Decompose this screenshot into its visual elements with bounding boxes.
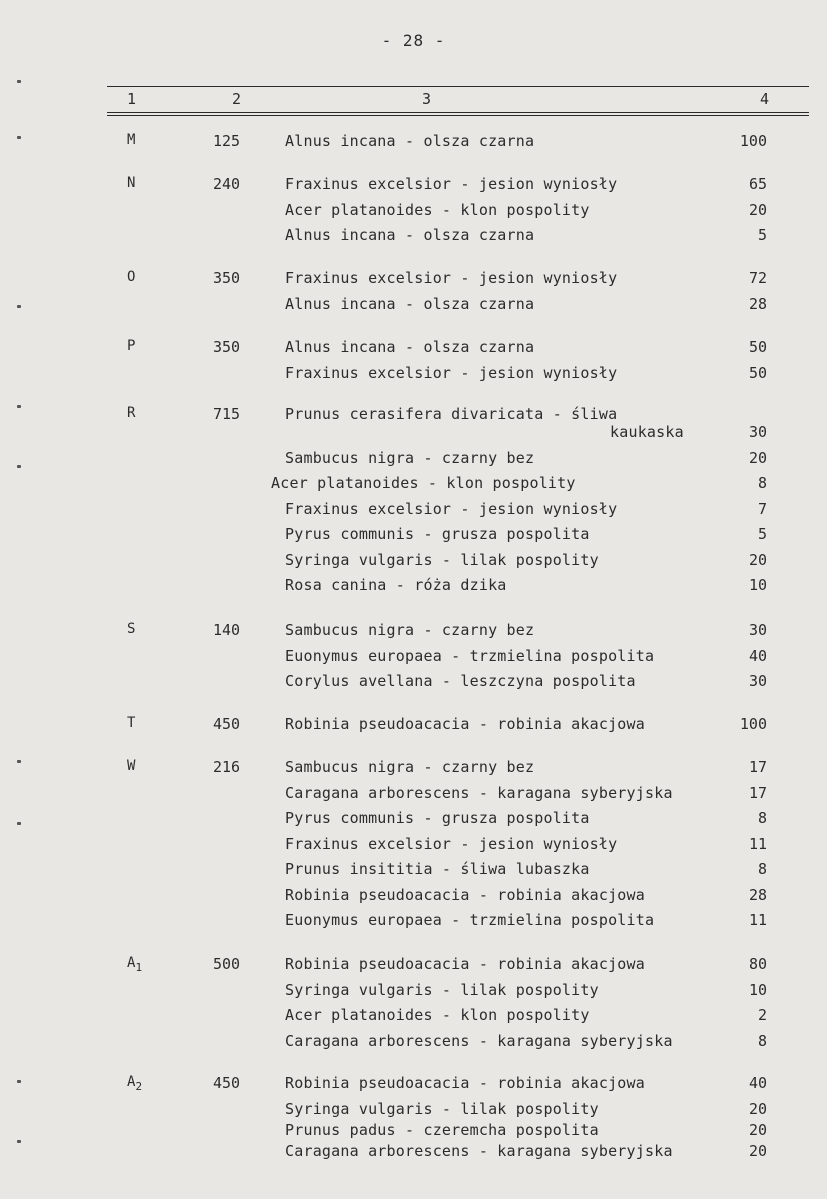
species-name: Acer platanoides - klon pospolity (285, 1006, 590, 1024)
plot-id: S (127, 621, 136, 637)
table-row (0, 758, 827, 784)
table-row (0, 981, 827, 1007)
table-row (0, 201, 827, 227)
table-row (0, 784, 827, 810)
species-name: Alnus incana - olsza czarna (285, 338, 535, 356)
plot-area: 350 (213, 338, 241, 356)
species-name: Fraxinus excelsior - jesion wyniosły (285, 834, 618, 853)
binder-mark (17, 1080, 21, 1083)
species-share: 11 (748, 911, 767, 929)
species-share: 8 (757, 809, 767, 827)
plot-id-subscript: 2 (135, 1080, 143, 1093)
species-name: Caragana arborescens - karagana syberyjska (285, 1141, 673, 1160)
table-row (0, 576, 827, 602)
species-name: Robinia pseudoacacia - robinia akacjowa (285, 715, 645, 733)
plot-area: 140 (213, 621, 241, 639)
binder-mark (17, 822, 21, 825)
table-row (0, 500, 827, 526)
species-share: 100 (739, 132, 767, 150)
species-share: 72 (748, 269, 767, 287)
species-name: Acer platanoides - klon pospolity (271, 474, 576, 492)
species-name: Prunus cerasifera divaricata - śliwa (285, 405, 618, 423)
table-row (0, 1006, 827, 1032)
species-share: 11 (748, 834, 767, 853)
species-name: Robinia pseudoacacia - robinia akacjowa (285, 955, 645, 973)
species-name: Pyrus communis - grusza pospolita (285, 809, 590, 827)
plot-id: $A_1$ (127, 955, 143, 974)
table-row (0, 226, 827, 252)
table-row (0, 809, 827, 835)
species-name: Fraxinus excelsior - jesion wyniosły (285, 269, 618, 287)
species-name: Syringa vulgaris - lilak pospolity (285, 1099, 599, 1118)
header-col-3: 3 (422, 90, 432, 108)
species-name: Robinia pseudoacacia - robinia akacjowa (285, 1074, 645, 1092)
species-share: 5 (757, 525, 767, 543)
binder-mark (17, 405, 21, 408)
header-bottom-rule-double (107, 115, 809, 116)
species-share: 7 (757, 499, 767, 518)
species-share: 40 (748, 646, 767, 665)
species-share: 20 (748, 1141, 767, 1160)
table-row (0, 715, 827, 741)
plot-area: 125 (213, 132, 241, 150)
species-share: 30 (748, 621, 767, 639)
page-number: - 28 - (381, 31, 446, 50)
table-row (0, 551, 827, 577)
binder-mark (17, 1140, 21, 1143)
species-name: Alnus incana - olsza czarna (285, 294, 535, 313)
plot-area: 216 (213, 758, 241, 776)
binder-mark (17, 305, 21, 308)
species-share: 20 (748, 200, 767, 219)
table-row (0, 449, 827, 475)
binder-mark (17, 136, 21, 139)
species-name: Syringa vulgaris - lilak pospolity (285, 980, 599, 999)
header-col-1: 1 (127, 90, 137, 108)
species-share: 20 (748, 1120, 767, 1139)
table-row (0, 525, 827, 551)
species-name: Syringa vulgaris - lilak pospolity (285, 550, 599, 569)
species-name: Euonymus europaea - trzmielina pospolita (285, 646, 655, 665)
plot-id-subscript: 1 (135, 961, 143, 974)
plot-id: P (127, 338, 136, 354)
plot-id: O (127, 269, 136, 285)
species-name: Fraxinus excelsior - jesion wyniosły (285, 363, 618, 382)
table-row (0, 1142, 827, 1168)
binder-mark (17, 465, 21, 468)
species-share: 5 (757, 226, 767, 244)
species-name: Fraxinus excelsior - jesion wyniosły (285, 175, 618, 193)
species-name: Corylus avellana - leszczyna pospolita (285, 672, 636, 690)
table-row (0, 338, 827, 364)
species-name: Caragana arborescens - karagana syberyjska (285, 1031, 673, 1050)
species-name: Alnus incana - olsza czarna (285, 132, 535, 150)
species-name: Prunus padus - czeremcha pospolita (285, 1120, 599, 1139)
species-name: Rosa canina - róża dzika (285, 576, 507, 594)
species-share: 30 (748, 423, 767, 441)
table-row (0, 423, 827, 449)
table-row (0, 175, 827, 201)
header-col-4: 4 (760, 90, 770, 108)
species-name: Caragana arborescens - karagana syberyjska (285, 783, 673, 802)
table-top-rule (107, 86, 809, 87)
species-share: 20 (748, 550, 767, 569)
species-name: Sambucus nigra - czarny bez (285, 758, 535, 776)
plot-id: $A_2$ (127, 1074, 143, 1093)
table-row (0, 955, 827, 981)
species-share: 30 (748, 672, 767, 690)
plot-area: 500 (213, 955, 241, 973)
plot-area: 450 (213, 715, 241, 733)
plot-id: N (127, 175, 136, 191)
species-name: Sambucus nigra - czarny bez (285, 448, 535, 467)
binder-mark (17, 80, 21, 83)
species-share: 28 (748, 885, 767, 904)
species-share: 28 (748, 294, 767, 313)
plot-area: 350 (213, 269, 241, 287)
table-row (0, 295, 827, 321)
species-name: Pyrus communis - grusza pospolita (285, 525, 590, 543)
species-share: 65 (748, 175, 767, 193)
table-row (0, 621, 827, 647)
species-share: 10 (748, 576, 767, 594)
species-name: kaukaska (610, 423, 684, 441)
plot-id: T (127, 715, 136, 731)
table-row (0, 835, 827, 861)
species-share: 50 (748, 363, 767, 382)
header-col-2: 2 (232, 90, 242, 108)
plot-area: 715 (213, 405, 241, 423)
binder-mark (17, 760, 21, 763)
table-row (0, 269, 827, 295)
header-bottom-rule (107, 112, 809, 113)
species-name: Robinia pseudoacacia - robinia akacjowa (285, 885, 645, 904)
species-name: Acer platanoides - klon pospolity (285, 200, 590, 219)
table-row (0, 911, 827, 937)
species-share: 40 (748, 1074, 767, 1092)
table-row (0, 1074, 827, 1100)
species-share: 20 (748, 1099, 767, 1118)
plot-id: M (127, 132, 136, 148)
table-row (0, 1032, 827, 1058)
species-name: Sambucus nigra - czarny bez (285, 621, 535, 639)
species-name: Alnus incana - olsza czarna (285, 226, 535, 244)
species-share: 17 (748, 758, 767, 776)
species-share: 17 (748, 783, 767, 802)
species-share: 8 (757, 860, 767, 878)
table-row (0, 474, 827, 500)
table-row (0, 886, 827, 912)
table-row (0, 860, 827, 886)
species-name: Prunus insititia - śliwa lubaszka (285, 860, 590, 878)
table-row (0, 132, 827, 158)
species-share: 20 (748, 448, 767, 467)
plot-id: R (127, 405, 136, 421)
species-share: 100 (739, 715, 767, 733)
species-name: Fraxinus excelsior - jesion wyniosły (285, 499, 618, 518)
species-share: 2 (757, 1006, 767, 1024)
species-name: Euonymus europaea - trzmielina pospolita (285, 911, 655, 929)
species-share: 8 (757, 474, 767, 492)
species-share: 10 (748, 980, 767, 999)
plot-area: 240 (213, 175, 241, 193)
species-share: 8 (757, 1031, 767, 1050)
plot-id: W (127, 758, 136, 774)
table-row (0, 364, 827, 390)
species-share: 80 (748, 955, 767, 973)
table-row (0, 672, 827, 698)
plot-area: 450 (213, 1074, 241, 1092)
species-share: 50 (748, 338, 767, 356)
table-row (0, 647, 827, 673)
